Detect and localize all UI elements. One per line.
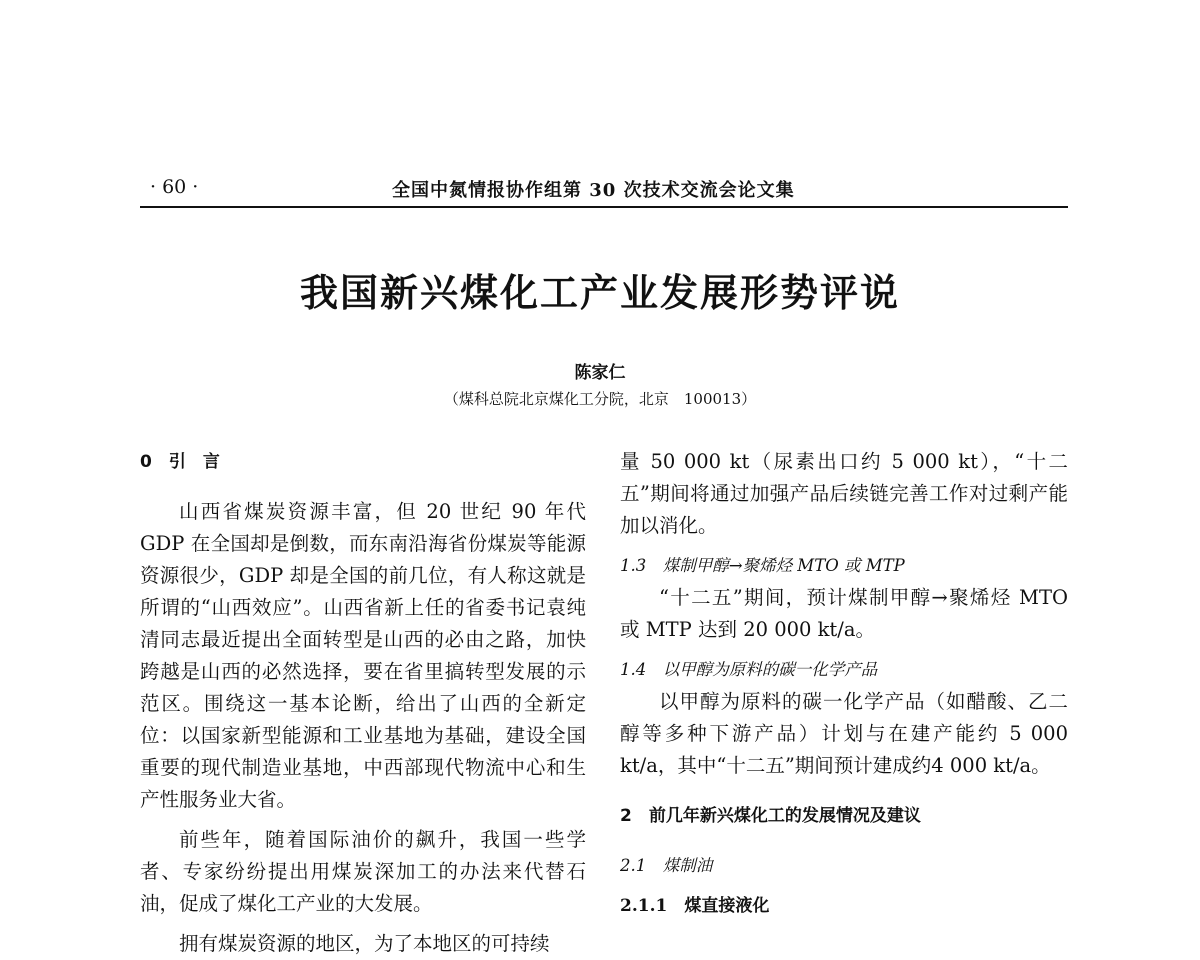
page-number: · 60 · — [150, 176, 199, 198]
paragraph: “十二五”期间，预计煤制甲醇→聚烯烃 MTO 或 MTP 达到 20 000 kt/a。 — [620, 586, 1068, 641]
left-column — [140, 446, 586, 960]
subsection-heading-2-1-1: 2.1.1 煤直接液化 — [620, 896, 770, 916]
section-heading-2: 2 前几年新兴煤化工的发展情况及建议 — [620, 806, 921, 826]
right-column — [620, 446, 1068, 922]
paragraph: 拥有煤炭资源的地区，为了本地区的可持续 — [179, 932, 550, 955]
paper-title: 我国新兴煤化工产业发展形势评说 — [299, 270, 900, 315]
paragraph: 量 50 000 kt（尿素出口约 5 000 kt），“十二五”期间将通过加强产品后续链完善工作对过剩产能加以消化。 — [620, 450, 1068, 537]
header-rule — [140, 206, 1068, 208]
subsection-heading-1-3: 1.3 煤制甲醇→聚烯烃 MTO 或 MTP — [620, 556, 905, 575]
author: 陈家仁 — [574, 363, 626, 383]
affiliation: （煤科总院北京煤化工分院，北京 100013） — [443, 390, 757, 408]
paragraph: 山西省煤炭资源丰富，但 20 世纪 90 年代 GDP 在全国却是倒数，而东南沿海省份煤炭等能源资源很少，GDP 却是全国的前几位，有人称这就是所谓的“山西效应”。山西省新上任的省委书记袁纯清同志最近提出全面转型是山西的必由之路，加快跨越是山西的必然选择，要在省里搞转型发展的示范区。围绕这一基本论断，给出了山西的全新定位：以国家新型能源和工业基地为基础，建设全国重要的现代制造业基地，中西部现代物流中心和生产性服务业大省。 — [140, 500, 586, 811]
subsection-heading-1-4: 1.4 以甲醇为原料的碳一化学产品 — [620, 660, 878, 679]
running-head: 全国中氮情报协作组第 30 次技术交流会论文集 — [392, 180, 795, 201]
subsection-heading-2-1: 2.1 煤制油 — [620, 856, 713, 875]
paragraph: 前些年，随着国际油价的飙升，我国一些学者、专家纷纷提出用煤炭深加工的办法来代替石油，促成了煤化工产业的大发展。 — [140, 828, 586, 915]
paragraph: 以甲醇为原料的碳一化学产品（如醋酸、乙二醇等多种下游产品）计划与在建产能约 5 000 kt/a，其中“十二五”期间预计建成约4 000 kt/a。 — [620, 690, 1068, 777]
section-heading-intro: 0 引 言 — [140, 452, 220, 472]
